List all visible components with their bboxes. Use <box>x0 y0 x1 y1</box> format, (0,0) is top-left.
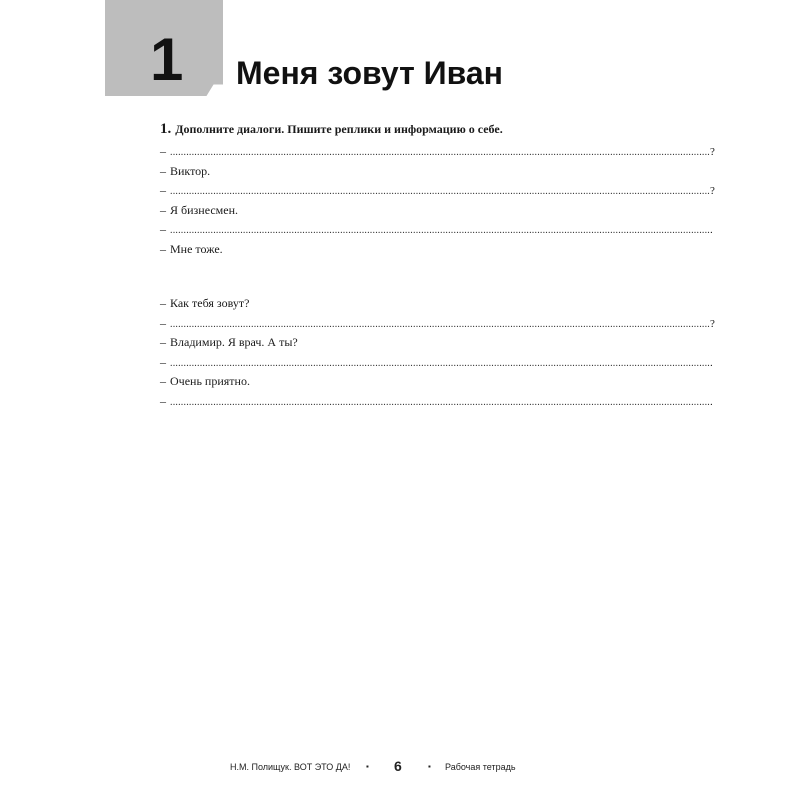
answer-blank[interactable]: ........................................................................................................................................................................................................ <box>170 186 710 197</box>
dialog-dash: – <box>160 241 166 256</box>
exercise-heading <box>160 121 503 138</box>
line-end-punct: . <box>710 395 713 408</box>
chapter-number: 1 <box>150 26 184 93</box>
dialog-line <box>160 314 715 334</box>
page-number: 6 <box>394 758 402 774</box>
dialog-text: Как тебя зовут? <box>170 296 250 310</box>
dialog-dash: – <box>160 393 166 408</box>
dialog-line <box>160 162 640 182</box>
dialog-dash: – <box>160 354 166 369</box>
chapter-title: Меня зовут Иван <box>236 55 503 91</box>
footer-bullet-icon: ▪ <box>366 762 369 771</box>
line-end-punct: . <box>710 224 713 236</box>
answer-blank[interactable]: ........................................................................................................................................................................................................ <box>170 225 710 236</box>
dialog-line <box>160 142 715 162</box>
answer-blank[interactable]: ........................................................................................................................................................................................................ <box>170 396 710 408</box>
dialog-dash: – <box>160 335 166 349</box>
answer-blank[interactable]: ........................................................................................................................................................................................................ <box>170 318 710 330</box>
answer-blank[interactable]: ........................................................................................................................................................................................................ <box>170 147 710 158</box>
dialog-dash: – <box>160 202 166 217</box>
dialog-dash: – <box>160 183 166 197</box>
dialog-text: Владимир. Я врач. А ты? <box>170 335 298 349</box>
footer-book-type: Рабочая тетрадь <box>445 762 516 772</box>
dialog-line <box>160 353 713 373</box>
dialog-line <box>160 294 640 314</box>
dialog-line <box>160 372 640 392</box>
dialog-dash: – <box>160 222 166 236</box>
dialog-dash: – <box>160 315 166 330</box>
line-end-punct: ? <box>710 185 715 197</box>
line-end-punct: . <box>710 356 713 369</box>
dialog-dash: – <box>160 163 166 178</box>
footer-bullet-icon: ▪ <box>428 762 431 771</box>
dialog-2 <box>160 294 715 411</box>
dialog-text: Очень приятно. <box>170 374 250 388</box>
dialog-text: Виктор. <box>170 163 211 178</box>
dialog-dash: – <box>160 374 166 388</box>
dialog-line <box>160 392 713 412</box>
dialog-dash: – <box>160 296 166 310</box>
dialog-line <box>160 220 713 240</box>
dialog-1 <box>160 142 715 259</box>
exercise-instruction: Дополните диалоги. Пишите реплики и информацию о себе. <box>175 122 503 136</box>
line-end-punct: ? <box>710 317 715 330</box>
answer-blank[interactable]: ........................................................................................................................................................................................................ <box>170 357 710 369</box>
dialog-text: Я бизнесмен. <box>170 202 238 217</box>
dialog-line <box>160 181 715 201</box>
line-end-punct: ? <box>710 146 715 158</box>
dialog-line <box>160 240 640 260</box>
footer-author-book: Н.М. Полищук. ВОТ ЭТО ДА! <box>230 762 351 772</box>
exercise-number: 1. <box>160 121 172 137</box>
dialog-dash: – <box>160 144 166 158</box>
dialog-line <box>160 333 640 353</box>
dialog-text: Мне тоже. <box>170 241 223 256</box>
dialog-line <box>160 201 640 221</box>
